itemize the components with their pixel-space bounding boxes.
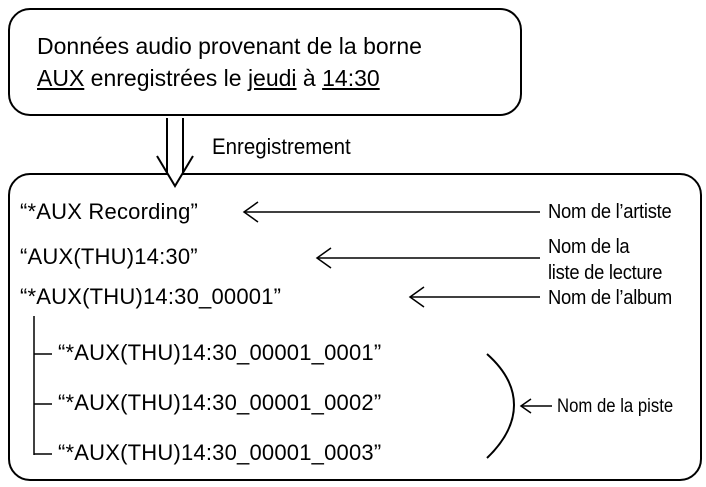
- recording-arrow: [157, 118, 193, 186]
- playlist-entry: “AUX(THU)14:30”: [20, 244, 198, 269]
- source-text-mid: enregistrées le: [84, 65, 248, 91]
- track-entry-2: “*AUX(THU)14:30_00001_0002”: [58, 390, 382, 415]
- track-entry-3: “*AUX(THU)14:30_00001_0003”: [58, 440, 382, 465]
- artist-entry: “*AUX Recording”: [20, 199, 199, 224]
- artist-label: Nom de l’artiste: [548, 201, 672, 223]
- album-pointer: [410, 287, 540, 307]
- track-brace: [487, 354, 514, 458]
- playlist-label-line2: liste de lecture: [548, 262, 663, 284]
- source-aux: AUX: [37, 65, 85, 91]
- source-line-1: Données audio provenant de la borne: [37, 33, 422, 59]
- track-entry-1: “*AUX(THU)14:30_00001_0001”: [58, 340, 382, 365]
- album-label: Nom de l’album: [548, 287, 672, 309]
- recording-label: Enregistrement: [212, 134, 351, 159]
- track-tree-lines: [34, 316, 52, 455]
- track-label: Nom de la piste: [557, 396, 674, 417]
- playlist-pointer: [317, 248, 540, 268]
- artist-pointer: [244, 202, 540, 222]
- source-text-at: à: [296, 65, 323, 91]
- source-day: jeudi: [247, 65, 297, 91]
- track-pointer: [521, 399, 552, 413]
- album-entry: “*AUX(THU)14:30_00001”: [20, 284, 282, 309]
- playlist-label-line1: Nom de la: [548, 236, 630, 258]
- source-time: 14:30: [322, 65, 380, 91]
